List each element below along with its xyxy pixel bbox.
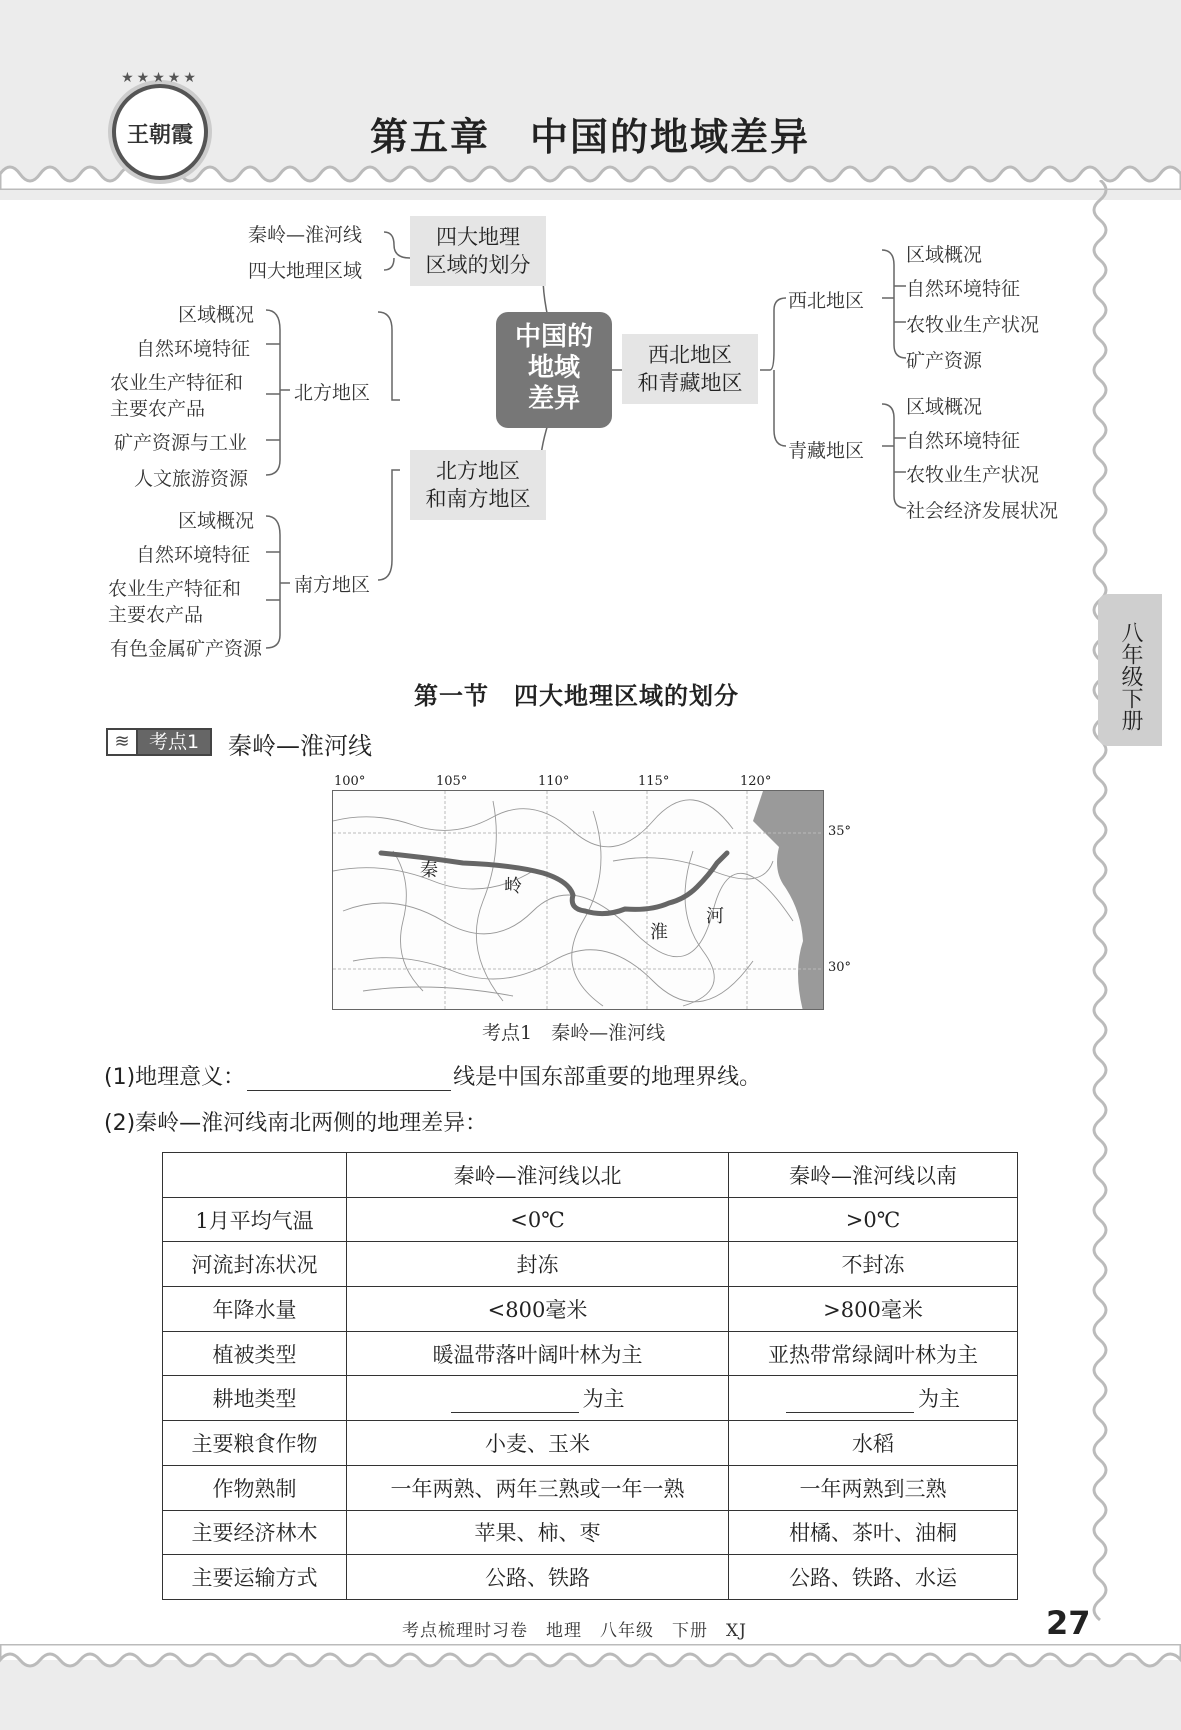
mm-item: 自然环境特征 xyxy=(906,430,1021,452)
branch-four-regions xyxy=(410,216,546,286)
table-header-row xyxy=(163,1153,1018,1198)
branch-label-line: 四大地理 xyxy=(436,225,520,249)
south-region-label: 南方地区 xyxy=(294,574,371,596)
table-cell: 公路、铁路、水运 xyxy=(729,1555,1018,1600)
table-header-cell: 秦岭—淮河线以北 xyxy=(347,1153,729,1198)
kaodian-badge xyxy=(106,728,212,756)
question-1-prefix: (1)地理意义： xyxy=(104,1065,246,1090)
mm-item: 有色金属矿产资源 xyxy=(110,638,263,660)
table-cell: 作物熟制 xyxy=(163,1465,347,1510)
lat-label: 30° xyxy=(828,960,852,975)
table-cell: 河流封冻状况 xyxy=(163,1242,347,1287)
table-cell: 主要粮食作物 xyxy=(163,1421,347,1466)
table-cell: 暖温带落叶阔叶林为主 xyxy=(347,1331,729,1376)
table-row xyxy=(163,1242,1018,1287)
map-label-he: 河 xyxy=(706,906,724,927)
mm-item: 区域概况 xyxy=(178,510,255,532)
table-row xyxy=(163,1331,1018,1376)
branch-label-line: 区域的划分 xyxy=(425,253,531,277)
lon-label: 105° xyxy=(436,774,468,789)
table-cell: 年降水量 xyxy=(163,1287,347,1332)
qingzang-region-label: 青藏地区 xyxy=(788,440,865,462)
table-cell: >800毫米 xyxy=(729,1287,1018,1332)
kaodian-badge-label: 考点1 xyxy=(138,730,210,754)
table-cell: 水稻 xyxy=(729,1421,1018,1466)
mm-item: 矿产资源 xyxy=(906,350,983,372)
mm-item: 自然环境特征 xyxy=(906,278,1021,300)
comparison-table xyxy=(162,1152,1018,1600)
question-2-text: (2)秦岭—淮河线南北两侧的地理差异： xyxy=(104,1111,488,1136)
table-row xyxy=(163,1465,1018,1510)
mm-item: 主要农产品 xyxy=(108,604,204,626)
qinling-huaihe-map xyxy=(332,790,824,1010)
section-title: 第一节 四大地理区域的划分 xyxy=(414,682,739,710)
table-row xyxy=(163,1287,1018,1332)
lon-label: 110° xyxy=(538,774,570,789)
mm-item: 四大地理区域 xyxy=(248,260,363,282)
table-row xyxy=(163,1421,1018,1466)
center-line-1: 中国的 xyxy=(514,322,593,352)
footer-wave-divider xyxy=(0,1644,1181,1674)
answer-blank[interactable] xyxy=(786,1393,914,1413)
branch-label-line: 西北地区 xyxy=(648,343,732,367)
mm-item: 区域概况 xyxy=(906,244,983,266)
mm-item: 农牧业生产状况 xyxy=(906,314,1040,336)
chapter-title: 第五章 中国的地域差异 xyxy=(370,115,811,159)
mm-item: 主要农产品 xyxy=(110,398,206,420)
table-cell: 耕地类型 xyxy=(163,1376,347,1421)
north-region-label: 北方地区 xyxy=(294,382,371,404)
lat-label: 35° xyxy=(828,824,852,839)
mm-item: 秦岭—淮河线 xyxy=(248,224,363,246)
mm-item: 区域概况 xyxy=(906,396,983,418)
branch-label-line: 和青藏地区 xyxy=(637,371,743,395)
table-cell: 一年两熟到三熟 xyxy=(729,1465,1018,1510)
map-label-qin: 秦 xyxy=(420,860,438,881)
answer-blank[interactable] xyxy=(247,1069,451,1091)
star-icon: ★★★★★ xyxy=(121,70,199,86)
answer-blank[interactable] xyxy=(451,1393,579,1413)
table-row xyxy=(163,1555,1018,1600)
table-cell: 亚热带常绿阔叶林为主 xyxy=(729,1331,1018,1376)
question-2 xyxy=(104,1106,487,1137)
lon-label: 100° xyxy=(334,774,366,789)
table-cell: 一年两熟、两年三熟或一年一熟 xyxy=(347,1465,729,1510)
table-cell: 植被类型 xyxy=(163,1331,347,1376)
footer-text: 考点梳理时习卷 地理 八年级 下册 XJ xyxy=(402,1621,747,1641)
table-cell: <0℃ xyxy=(347,1197,729,1242)
mm-item: 社会经济发展状况 xyxy=(906,500,1059,522)
table-cell: <800毫米 xyxy=(347,1287,729,1332)
mm-item: 自然环境特征 xyxy=(136,544,251,566)
mindmap-center-node xyxy=(496,312,612,428)
table-cell-suffix: 为主 xyxy=(582,1387,625,1412)
table-row xyxy=(163,1376,1018,1421)
table-row xyxy=(163,1510,1018,1555)
mm-item: 区域概况 xyxy=(178,304,255,326)
lon-label: 115° xyxy=(638,774,670,789)
branch-label-line: 和南方地区 xyxy=(425,487,531,511)
question-1 xyxy=(104,1060,761,1091)
mm-item: 自然环境特征 xyxy=(136,338,251,360)
table-cell: 小麦、玉米 xyxy=(347,1421,729,1466)
mm-item: 农牧业生产状况 xyxy=(906,464,1040,486)
table-cell: 不封冻 xyxy=(729,1242,1018,1287)
center-line-3: 差异 xyxy=(527,384,580,414)
question-1-suffix: 线是中国东部重要的地理界线。 xyxy=(453,1065,762,1090)
wave-icon: ≋ xyxy=(108,730,138,754)
table-cell-with-blank xyxy=(729,1376,1018,1421)
mm-item: 农业生产特征和 xyxy=(108,578,242,600)
table-cell: 主要运输方式 xyxy=(163,1555,347,1600)
page-number: 27 xyxy=(1046,1604,1091,1642)
lon-label: 120° xyxy=(740,774,772,789)
northwest-region-label: 西北地区 xyxy=(788,290,865,312)
mm-item: 人文旅游资源 xyxy=(134,468,249,490)
map-drawing xyxy=(333,791,824,1010)
table-header-cell: 秦岭—淮河线以南 xyxy=(729,1153,1018,1198)
mm-item: 农业生产特征和 xyxy=(110,372,244,394)
table-row xyxy=(163,1197,1018,1242)
table-cell-suffix: 为主 xyxy=(918,1387,960,1412)
kaodian-title: 秦岭—淮河线 xyxy=(228,732,372,760)
table-cell: 柑橘、茶叶、油桐 xyxy=(729,1510,1018,1555)
branch-north-south xyxy=(410,450,546,520)
table-cell: 公路、铁路 xyxy=(347,1555,729,1600)
map-label-ling: 岭 xyxy=(504,876,522,897)
table-cell: 苹果、柿、枣 xyxy=(347,1510,729,1555)
table-cell: 封冻 xyxy=(347,1242,729,1287)
branch-label-line: 北方地区 xyxy=(436,459,520,483)
table-cell-with-blank xyxy=(347,1376,729,1421)
logo-text: 王朝霞 xyxy=(126,122,193,148)
branch-northwest-qingzang xyxy=(622,334,758,404)
mm-item: 矿产资源与工业 xyxy=(114,432,248,454)
table-cell: 主要经济林木 xyxy=(163,1510,347,1555)
table-cell: 1月平均气温 xyxy=(163,1197,347,1242)
table-header-cell xyxy=(163,1153,347,1198)
center-line-2: 地域 xyxy=(527,353,580,383)
map-caption: 考点1 秦岭—淮河线 xyxy=(482,1022,666,1044)
grade-side-tab: 八年级下册 xyxy=(1098,594,1162,746)
map-label-huai: 淮 xyxy=(650,922,668,943)
table-cell: >0℃ xyxy=(729,1197,1018,1242)
